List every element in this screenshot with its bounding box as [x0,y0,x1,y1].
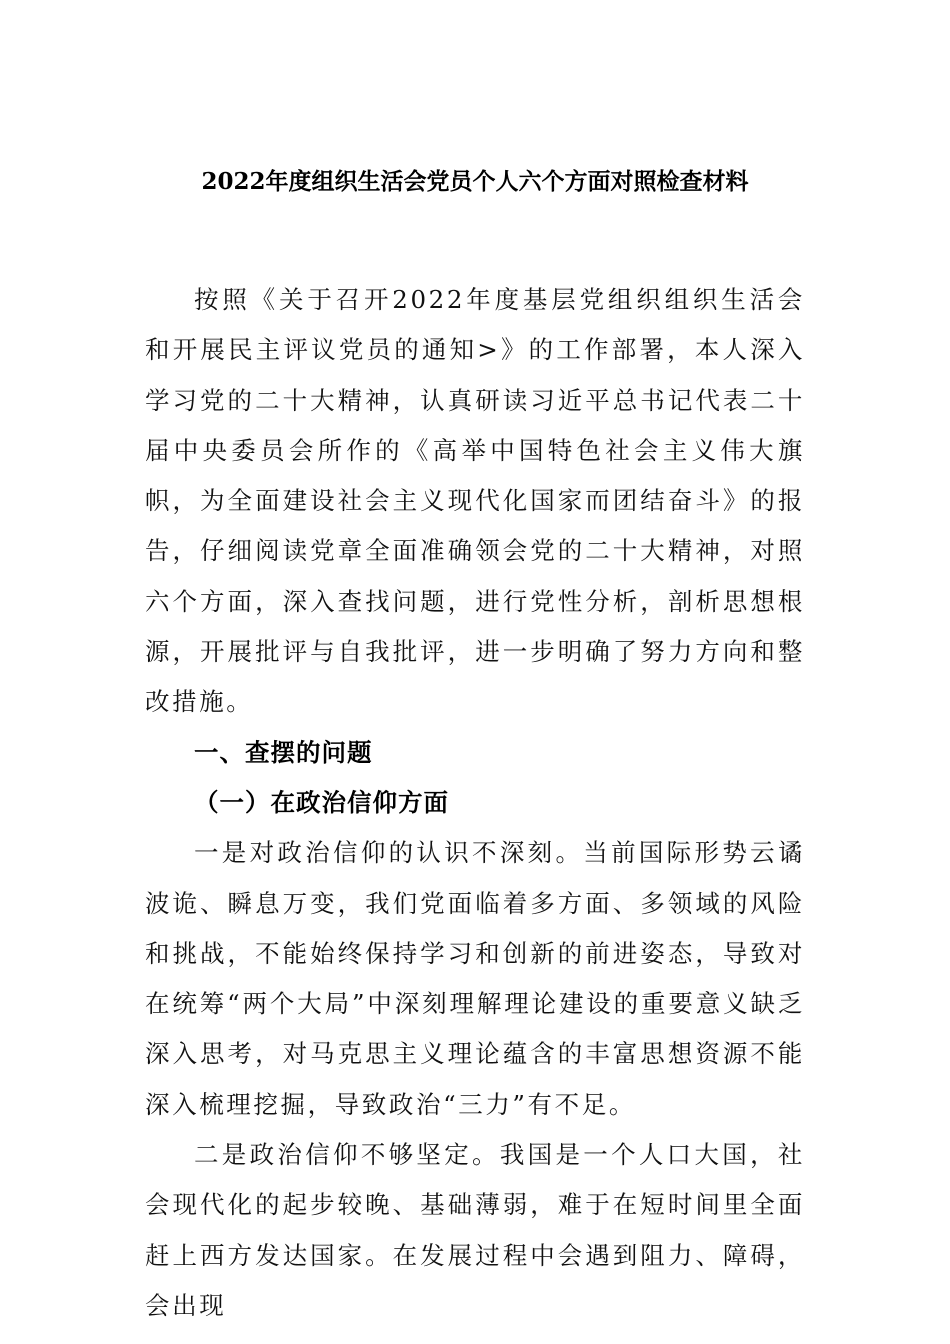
point-two-paragraph: 二是政治信仰不够坚定。我国是一个人口大国，社会现代化的起步较晚、基础薄弱，难于在短时间里全面赶上西方发达国家。在发展过程中会遇到阻力、障碍，会出现 [145,1140,805,1320]
document-body [145,275,805,1331]
point-one-paragraph: 一是对政治信仰的认识不深刻。当前国际形势云谲波诡、瞬息万变，我们党面临着多方面、多领域的风险和挑战，不能始终保持学习和创新的前进姿态，导致对在统筹“两个大局”中深刻理解理论建设的重要意义缺乏深入思考，对马克思主义理论蕴含的丰富思想资源不能深入梳理挖掘，导致政治“三力”有不足。 [145,838,805,1119]
document-title: 2022年度组织生活会党员个人六个方面对照检查材料 [201,168,749,195]
section-heading: 一、查摆的问题 [194,737,373,767]
intro-paragraph: 按照《关于召开2022年度基层党组织组织生活会和开展民主评议党员的通知>》的工作部署，本人深入学习党的二十大精神，认真研读习近平总书记代表二十届中央委员会所作的《高举中国特色社会主义伟大旗帜，为全面建设社会主义现代化国家而团结奋斗》的报告，仔细阅读党章全面准确领会党的二十大精神，对照六个方面，深入查找问题，进行党性分析，剖析思想根源，开展批评与自我批评，进一步明确了努力方向和整改措施。 [145,285,805,717]
subsection-heading: （一）在政治信仰方面 [194,787,449,817]
